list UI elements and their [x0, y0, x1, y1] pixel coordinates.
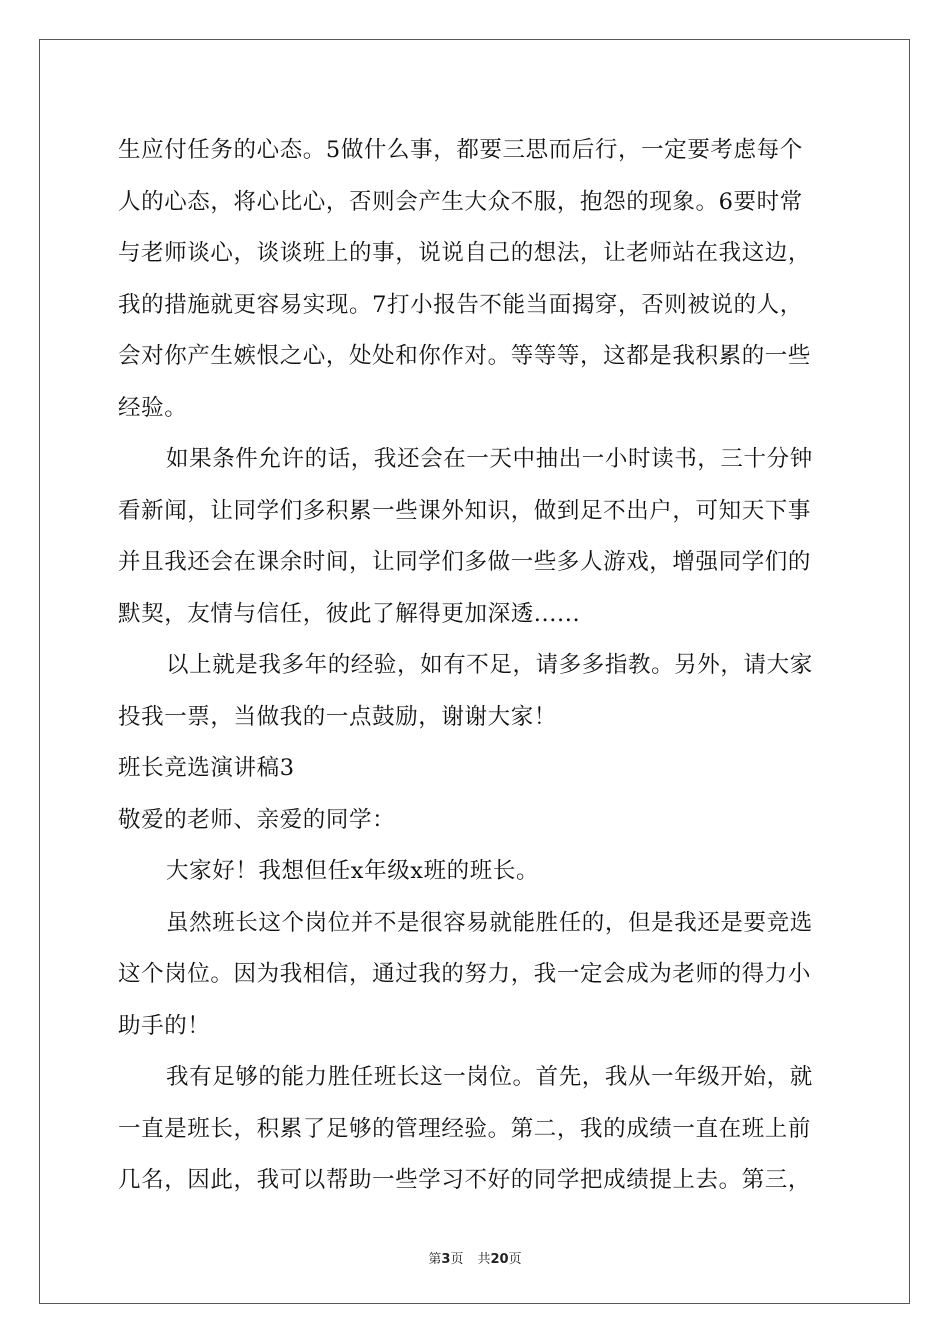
text-line-17: 这个岗位。因为我相信，通过我的努力，我一定会成为老师的得力小 — [118, 961, 812, 987]
page-prefix: 第 — [428, 1252, 442, 1267]
text-line-8: 看新闻，让同学们多积累一些课外知识，做到足不出户，可知天下事 — [118, 497, 812, 524]
text-line-6: 经验。 — [118, 394, 188, 421]
text-line-19: 我有足够的能力胜任班长这一岗位。首先，我从一年级开始，就 — [166, 1064, 813, 1090]
text-line-12: 投我一票，当做我的一点鼓励，谢谢大家！ — [118, 703, 557, 730]
text-line-2: 人的心态，将心比心，否则会产生大众不服，抱怨的现象。6要时常 — [118, 188, 803, 215]
text-line-21: 几名，因此，我可以帮助一些学习不好的同学把成绩提上去。第三， — [118, 1167, 812, 1193]
text-line-10: 默契，友情与信任，彼此了解得更加深透...... — [118, 600, 581, 627]
text-line-16: 虽然班长这个岗位并不是很容易就能胜任的，但是我还是要竞选 — [166, 909, 813, 936]
text-line-15: 大家好！我想但任x年级x班的班长。 — [166, 858, 540, 884]
text-line-9: 并且我还会在课余时间，让同学们多做一些多人游戏，增强同学们的 — [118, 549, 812, 575]
total-prefix: 共 — [477, 1252, 491, 1267]
section-heading: 班长竞选演讲稿3 — [118, 755, 295, 781]
page-number: 3 — [441, 1252, 451, 1267]
text-line-5: 会对你产生嫉恨之心，处处和你作对。等等等，这都是我积累的一些 — [118, 343, 812, 369]
total-pages: 20 — [490, 1252, 509, 1267]
text-line-7: 如果条件允许的话，我还会在一天中抽出一小时读书，三十分钟 — [166, 446, 813, 472]
document-body — [118, 128, 838, 1210]
total-suffix: 页 — [508, 1252, 522, 1267]
text-line-3: 与老师谈心，谈谈班上的事，说说自己的想法，让老师站在我这边， — [118, 240, 812, 266]
text-line-4: 我的措施就更容易实现。7打小报告不能当面揭穿，否则被说的人， — [118, 291, 803, 318]
text-line-1: 生应付任务的心态。5做什么事，都要三思而后行，一定要考虑每个 — [118, 137, 803, 163]
salutation: 敬爱的老师、亲爱的同学： — [118, 806, 396, 833]
page-suffix: 页 — [450, 1252, 464, 1267]
text-line-11: 以上就是我多年的经验，如有不足，请多多指教。另外，请大家 — [166, 652, 813, 678]
text-line-18: 助手的！ — [118, 1012, 211, 1039]
text-line-20: 一直是班长，积累了足够的管理经验。第二，我的成绩一直在班上前 — [118, 1115, 812, 1142]
page-footer — [0, 1248, 950, 1267]
